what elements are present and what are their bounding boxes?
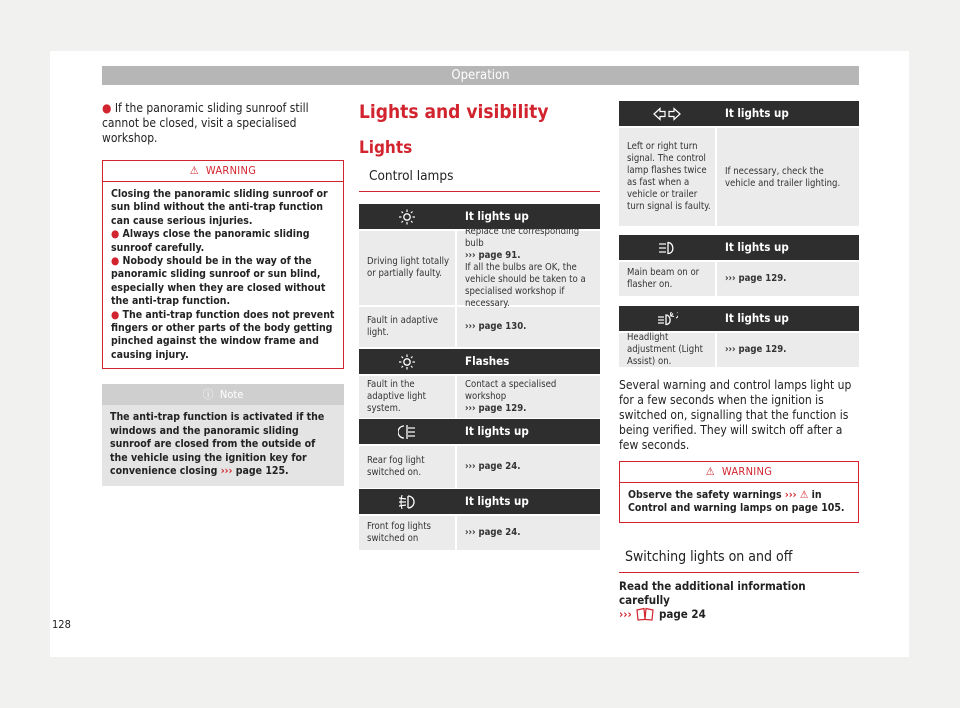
warning-body [103,182,343,368]
page-link[interactable]: ››› page 24. [465,461,521,472]
table-row [359,305,600,347]
warning-bullet: ● Nobody should be in the way of the panoramic sliding sunroof or sun blind, especially when they are closed without the anti-trap function. [111,255,326,308]
chapter-title: Lights and visibility [359,101,549,123]
lamp-table-adaptive-flash [359,349,600,418]
bullet-icon: ● [102,101,112,115]
row-condition: Rear fog light switched on. [367,455,425,478]
table-row [359,444,600,488]
table-header [619,235,859,260]
warning-bullet-text: The anti-trap function does not prevent fingers or other parts of the body getting pinched against the window frame and causing injury. [111,308,335,361]
table-header [359,419,600,444]
ref-arrow: ››› [784,489,797,501]
warning-text: Observe the safety warnings [628,489,782,501]
row-condition: Driving light totally or partially faulty. [367,256,450,279]
lamp-table-light-assist [619,306,859,367]
light-assist-icon [619,306,715,331]
page-number: 128 [52,618,71,631]
note-label: Note [219,388,244,402]
page-link[interactable]: ››› page 130. [465,321,527,332]
row-condition: Left or right turn signal. The control lamp flashes twice as fast when a vehicle or trailer turn signal is faulty. [627,141,711,212]
warning-link[interactable]: in Control and warning lamps on page 105. [628,489,845,515]
read-more-page: page 24 [659,607,706,621]
section-header: Operation [102,66,859,85]
table-row [619,126,859,226]
page-link[interactable]: ››› page 91. [465,250,521,261]
table-header [619,101,859,126]
read-more-text: Read the additional information carefully [619,579,806,607]
action-line: Contact a specialised workshop [465,379,557,402]
read-more [619,579,859,621]
info-icon: ⓘ [202,388,214,402]
lamp-table-adaptive [359,204,600,347]
warning-bullet-text: Nobody should be in the way of the panoramic sliding sunroof or sun blind, especially when they are closed without the anti-trap function. [111,255,326,308]
table-header [359,489,600,514]
warning-header [620,462,858,483]
table-header-label: It lights up [465,494,529,508]
subsection-text: Control lamps [369,168,454,184]
turn-signal-icon [619,101,715,126]
lamp-table-turn-signal [619,101,859,226]
row-condition: Fault in the adaptive light system. [367,379,427,414]
page-link[interactable]: ››› page 129. [725,344,787,355]
action-line: If necessary, check the vehicle and trailer lighting. [725,166,841,189]
table-header-label: It lights up [465,424,529,438]
warning-triangle-icon: ⚠ [799,489,809,501]
warning-bullet-text: Always close the panoramic sliding sunroof carefully. [111,228,310,254]
table-header-label: Flashes [465,354,510,368]
row-condition: Front fog lights switched on [367,521,432,544]
warning-box-right [619,461,859,523]
table-row [359,226,600,309]
subsection-title [359,167,600,192]
lamp-table-front-fog [359,489,600,550]
warning-bullet: ● The anti-trap function does not prevent fingers or other parts of the body getting pinched against the window frame and causing injury. [111,308,335,361]
main-beam-icon [619,235,715,260]
table-header-label: It lights up [725,311,789,325]
page-link[interactable]: ››› page 129. [725,273,787,284]
row-condition: Headlight adjustment (Light Assist) on. [627,332,703,367]
row-action [455,446,600,488]
page-link[interactable]: ››› page 24. [465,527,521,538]
note-body [102,405,344,486]
note-page-link[interactable]: page 125. [235,464,289,477]
ref-arrow: ››› [220,464,233,477]
warning-header [103,161,343,182]
row-action [715,262,859,296]
row-action [715,333,859,367]
row-action [715,128,859,226]
page-link[interactable]: ››› page 129. [465,403,527,414]
warning-lead: Closing the panoramic sliding sunroof or sun blind without the anti-trap function can cause serious injuries. [111,188,328,227]
row-condition: Main beam on or flasher on. [627,267,700,290]
action-line: If all the bulbs are OK, the vehicle should be taken to a specialised workshop if necessary. [465,262,586,309]
middle-column [359,100,600,192]
action-line: Replace the corresponding bulb [465,226,580,249]
sun-lamp-icon [359,349,455,374]
sun-lamp-icon [359,204,455,229]
right-paragraph: Several warning and control lamps light up for a few seconds when the ignition is switched on, signalling that the function is being verified. They will switch off after a few seconds. [619,378,852,452]
book-icon [635,607,655,621]
table-row [359,514,600,550]
intro-text: If the panoramic sliding sunroof still cannot be closed, visit a specialised workshop. [102,101,309,145]
row-action [455,516,600,550]
row-action [455,307,600,347]
warning-box [102,160,344,369]
table-row [359,374,600,418]
warning-bullet: ● Always close the panoramic sliding sunroof carefully. [111,228,310,254]
note-header [102,384,344,405]
lamp-table-main-beam [619,235,859,296]
row-action [455,226,600,309]
warning-triangle-icon: ⚠ [189,164,199,177]
warning-body [620,483,858,522]
table-header-label: It lights up [725,240,789,254]
section-heading-text: Switching lights on and off [625,549,793,565]
table-row [619,331,859,367]
section-title: Lights [359,138,413,158]
warning-label: WARNING [721,465,773,478]
intro-paragraph [102,101,344,146]
row-condition: Fault in adaptive light. [367,315,439,338]
warning-triangle-icon: ⚠ [705,465,715,478]
note-text: The anti-trap function is activated if the windows and the panoramic sliding sunroof are closed from the outside of the vehicle using the ignition key for convenience closing [110,411,325,477]
note-box [102,384,344,486]
read-more-link[interactable] [619,607,859,621]
table-row [619,260,859,296]
left-column [102,101,344,486]
section-heading-lights [619,548,859,573]
lamp-table-rear-fog [359,419,600,488]
ref-arrow: ››› [619,607,632,621]
table-header-label: It lights up [725,106,789,120]
warning-label: WARNING [205,164,257,177]
table-header [619,306,859,331]
row-action [455,376,600,418]
front-fog-icon [359,489,455,514]
table-header [359,349,600,374]
table-header-label: It lights up [465,209,529,223]
rear-fog-icon [359,419,455,444]
